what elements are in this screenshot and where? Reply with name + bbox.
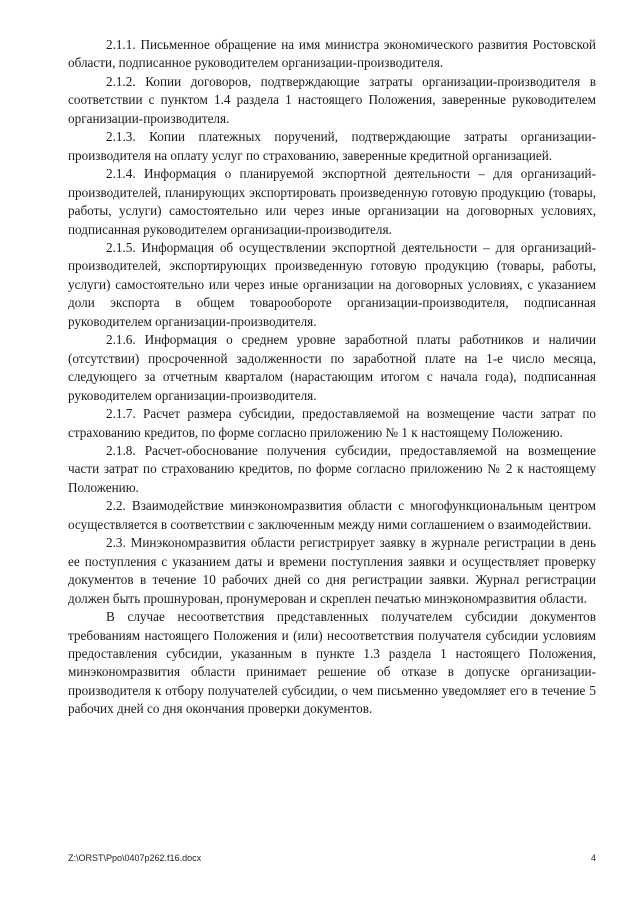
document-body: [68, 36, 596, 719]
paragraph-2-1-5: 2.1.5. Информация об осуществлении экспортной деятельности – для организаций-производителей, экспортирующих произведенную готовую продукцию (товары, работы, услуги) самостоятельно или через иные организации на договорных условиях, с указанием доли экспорта в общем товарообороте организации-производителя, подписанная руководителем организации-производителя.: [68, 239, 596, 329]
paragraph-2-1-7: 2.1.7. Расчет размера субсидии, предоставляемой на возмещение части затрат по страхованию кредитов, по форме согласно приложению № 1 к настоящему Положению.: [68, 406, 596, 440]
paragraph-2-1-6: 2.1.6. Информация о среднем уровне заработной платы работников и наличии (отсутствии) просроченной задолженности по заработной плате на 1-е число месяца, следующего за отчетным кварталом (нарастающим итогом с начала года), подписанная руководителем организации-производителя.: [68, 332, 596, 403]
paragraph-2-3: 2.3. Минэкономразвития области регистрирует заявку в журнале регистрации в день ее поступления с указанием даты и времени поступления заявки и осуществляет проверку документов в течение 10 рабочих дней со дня регистрации заявки. Журнал регистрации должен быть прошнурован, пронумерован и скреплен печатью минэкономразвития области.: [68, 535, 596, 606]
paragraph-2-1-4: 2.1.4. Информация о планируемой экспортной деятельности – для организаций-производителей, планирующих экспортировать произведенную готовую продукцию (товары, работы, услуги) самостоятельно или через иные организации на договорных условиях, подписанная руководителем организации-производителя.: [68, 166, 596, 237]
paragraph-2-1-8: 2.1.8. Расчет-обоснование получения субсидии, предоставляемой на возмещение части затрат по страхованию кредитов, по форме согласно приложению № 2 к настоящему Положению.: [68, 442, 596, 495]
paragraph-2-1-2: 2.1.2. Копии договоров, подтверждающие затраты организации-производителя в соответствии с пунктом 1.4 раздела 1 настоящего Положения, заверенные руководителем организации-производителя.: [68, 73, 596, 126]
paragraph-2-1-3: 2.1.3. Копии платежных поручений, подтверждающие затраты организации-производителя на оплату услуг по страхованию, заверенные кредитной организацией.: [68, 129, 596, 163]
paragraph-2-1-1: 2.1.1. Письменное обращение на имя министра экономического развития Ростовской области, подписанное руководителем организации-производителя.: [68, 37, 596, 71]
footer-file-path: Z:\ORST\Ppo\0407p262.f16.docx: [68, 853, 202, 863]
paragraph-rejection: В случае несоответствия представленных получателем субсидии документов требованиям настоящего Положения и (или) несоответствия получателя субсидии условиям предоставления субсидии, указанным в пункте 1.3 раздела 1 настоящего Положения, минэкономразвития области принимает решение об отказе в допуске организации-производителя к отбору получателей субсидии, о чем письменно уведомляет его в течение 5 рабочих дней со дня окончания проверки документов.: [68, 609, 596, 717]
paragraph-2-2: 2.2. Взаимодействие минэкономразвития области с многофункциональным центром осуществляется в соответствии с заключенным между ними соглашением о взаимодействии.: [68, 498, 596, 532]
page-footer: [68, 853, 596, 863]
page-number: 4: [590, 853, 596, 863]
